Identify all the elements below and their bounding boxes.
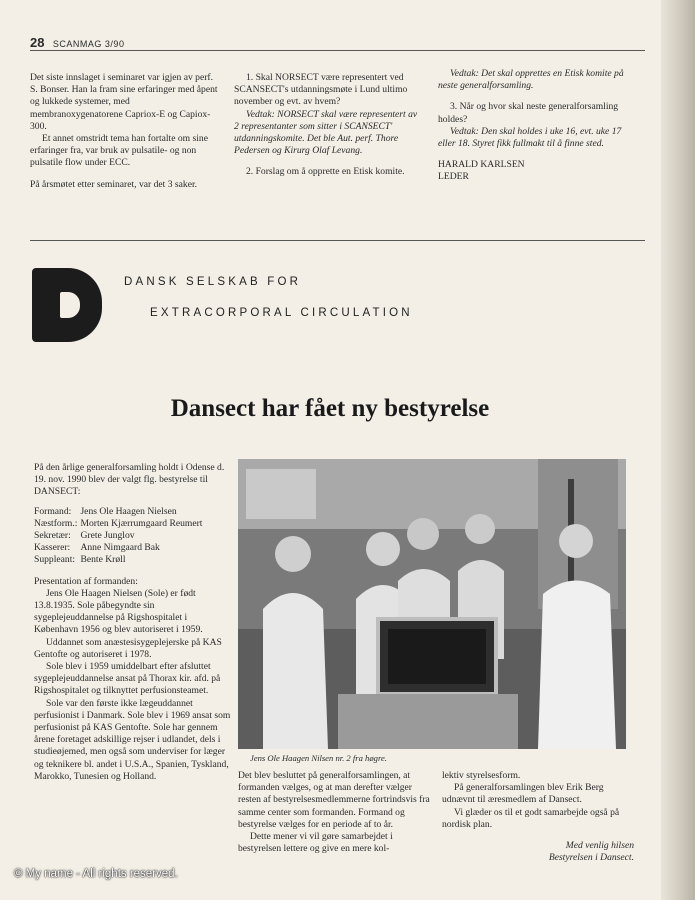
- board-role: Næstform.:: [34, 517, 78, 529]
- board-member: Anne Nimgaard Bak: [80, 542, 160, 554]
- board-row: [34, 542, 202, 554]
- board-role: Suppleant:: [34, 554, 76, 566]
- header-rule: [30, 50, 645, 51]
- decision-1: Vedtak: NORSECT skal være representert av 2 representanter som sitter i SCANSECT' utdanningskomite. Det ble Aut. perf. Thore Pedersen og Kirurg Olaf Levang.: [234, 108, 418, 157]
- agenda-item-1: 1. Skal NORSECT være representert ved SCANSECT's utdanningsmøte i Lund ultimo november og evt. av hvem?: [234, 72, 408, 108]
- paragraph: Dette mener vi vil gøre samarbejdet i bestyrelsen lettere og give en mere kol-: [238, 831, 393, 855]
- group-photo: [238, 459, 626, 749]
- top-column-3: [438, 68, 628, 184]
- board-member: Morten Kjærrumgaard Reumert: [80, 517, 203, 529]
- signature-title: LEDER: [438, 171, 469, 183]
- paragraph: Sole blev i 1959 umiddelbart efter afsluttet sygeplejeuddannelse ansat på Thorax kir. afd. på Rigshospitalet og tilknyttet perfusionsteamet.: [34, 661, 221, 697]
- photo-caption: Jens Ole Haagen Nilsen nr. 2 fra høgre.: [250, 753, 387, 763]
- agenda-item-3: 3. Når og hvor skal neste generalforsamling holdes?: [438, 101, 619, 125]
- board-members: [34, 506, 202, 567]
- copyright-watermark: © My name - All rights reserved.: [14, 868, 178, 880]
- paragraph: Et annet omstridt tema han fortalte om sine erfaringer fra, var bruk av pulsatile- og non pulsatile flow under ECC.: [30, 133, 208, 169]
- org-name-line-1: DANSK SELSKAB FOR: [124, 276, 302, 288]
- agenda-item-2: 2. Forslag om å opprette en Etisk komite.: [246, 166, 405, 178]
- paragraph: På generalforsamlingen blev Erik Berg udnævnt til æresmedlem af Dansect.: [442, 782, 604, 806]
- board-role: Kasserer:: [34, 542, 71, 554]
- magazine-issue: SCANMAG 3/90: [52, 39, 125, 49]
- decision-2: Vedtak: Det skal opprettes en Etisk komite på neste generalforsamling.: [438, 68, 624, 92]
- board-row: [34, 530, 202, 542]
- board-row: [34, 554, 202, 566]
- article-headline: Dansect har fået ny bestyrelse: [170, 395, 490, 422]
- decision-3: Vedtak: Den skal holdes i uke 16, evt. uke 17 eller 18. Styret fikk fullmakt til å finne sted.: [438, 125, 622, 150]
- page-number: 28: [30, 35, 45, 50]
- article-column-3: [442, 770, 634, 864]
- paragraph: Sole var den første ikke lægeuddannet perfusionist i Danmark. Sole blev i 1969 ansat som perfusionist på KAS Gentofte. Sole har gennem årene foretaget adskillige rejser i udlandet, dels i studieøjemed, men også som underviser for læger og teknikere bl. andet i U.S.A., Spanien, Tyskland, Marokko, Tunesien og Holland.: [34, 697, 231, 782]
- paragraph: Uddannet som anæstesisygeplejerske på KAS Gentofte og autoriseret i 1978.: [34, 636, 222, 660]
- article-column-1: [34, 462, 232, 783]
- board-row: [34, 518, 202, 530]
- paragraph: På årsmøtet etter seminaret, var det 3 saker.: [30, 178, 198, 190]
- page-gutter-shadow: [661, 0, 695, 900]
- signoff-signature: Bestyrelsen i Dansect.: [548, 852, 634, 864]
- paragraph: Jens Ole Haagen Nielsen (Sole) er født 13.8.1935. Sole påbegyndte sin sygeplejeuddannelse på Rigshospitalet i København 1956 og blev autoriseret i 1959.: [34, 587, 203, 636]
- board-member: Jens Ole Haagen Nielsen: [80, 505, 177, 517]
- signature-name: HARALD KARLSEN: [438, 159, 525, 171]
- section-divider: [30, 240, 645, 241]
- top-column-1: [30, 72, 220, 191]
- board-role: Sekretær:: [34, 530, 71, 542]
- org-name-line-2: EXTRACORPORAL CIRCULATION: [150, 307, 413, 319]
- signoff-greeting: Med venlig hilsen: [565, 840, 634, 852]
- paragraph: Det siste innslaget i seminaret var igjen av perf. S. Bonser. Han la fram sine erfaringer med åpent og lukkede systemer, med membranoxygenatorene Capriox-E og Capiox-300.: [30, 72, 218, 132]
- board-member: Bente Krøll: [80, 554, 126, 566]
- dansect-logo: [32, 268, 102, 342]
- paragraph: Vi glæder os til et godt samarbejde også på nordisk plan.: [442, 806, 620, 830]
- article-column-2: [238, 770, 432, 855]
- board-row: [34, 506, 202, 518]
- paragraph: lektiv styrelsesform.: [442, 770, 521, 781]
- presentation-title: Presentation af formanden:: [34, 575, 138, 587]
- board-role: Formand:: [34, 505, 72, 517]
- paragraph: Det blev besluttet på generalforsamlingen, at formanden vælges, og at man derefter vælger resten af bestyrelsesmedlemmerne fortrindsvis fra samme center som formanden. Formand og bestyrelse vælges for en periode af to år.: [238, 770, 430, 830]
- article-intro: På den årlige generalforsamling holdt i Odense d. 19. nov. 1990 blev der valgt flg. bestyrelse til DANSECT:: [34, 462, 225, 498]
- top-column-2: [234, 72, 422, 179]
- board-member: Grete Junglov: [80, 530, 135, 542]
